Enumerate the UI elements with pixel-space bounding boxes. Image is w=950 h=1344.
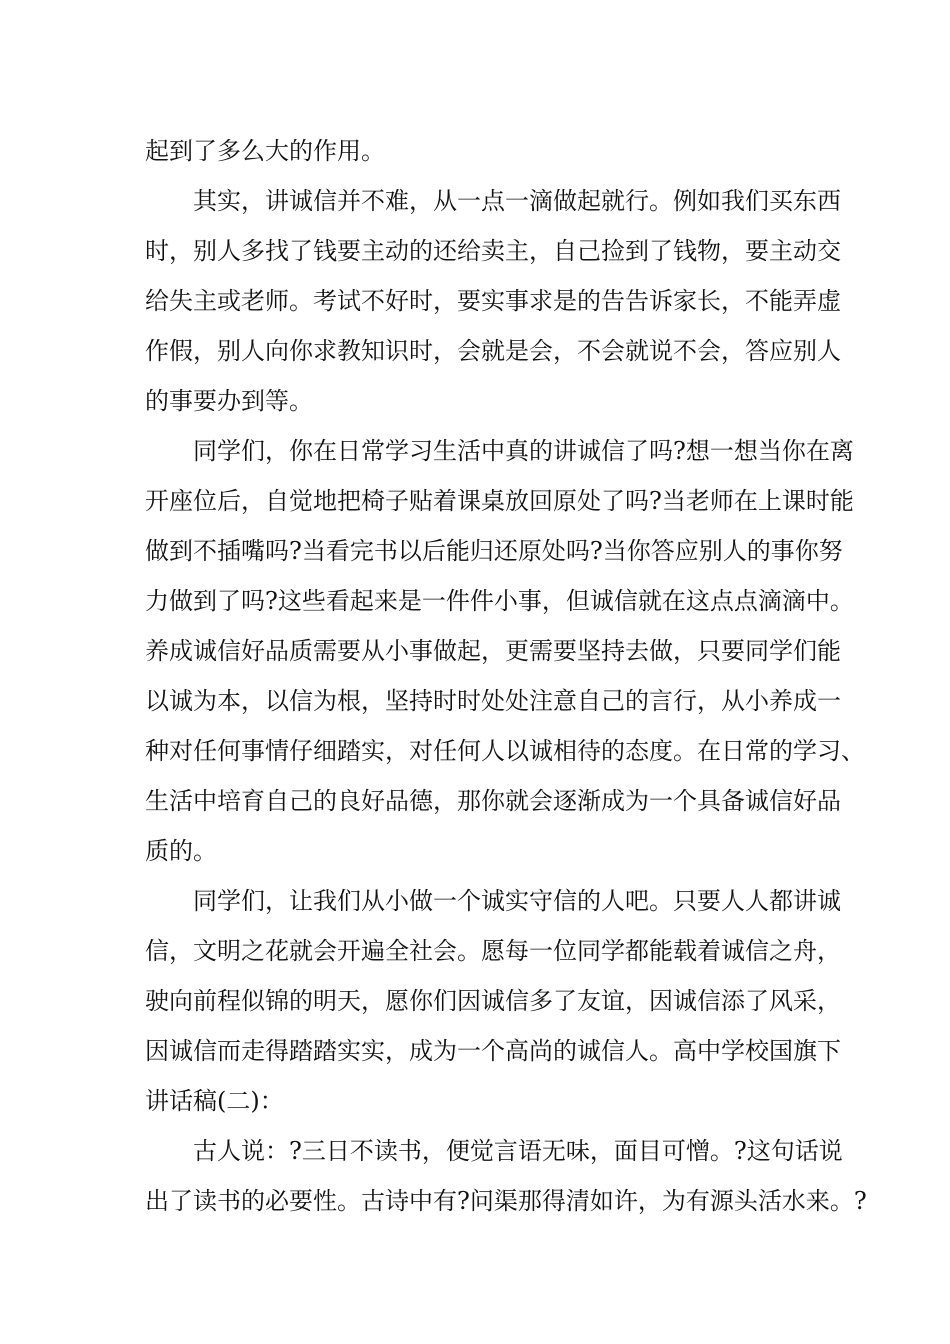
paragraph-start-line: 古人说：?三日不读书，便觉言语无味，面目可憎。?这句话说 [193,1137,843,1165]
text-line: 力做到了吗?这些看起来是一件件小事，但诚信就在这点点滴滴中。 [145,587,854,615]
text-line: 以诚为本，以信为根，坚持时时处处注意自己的言行，从小养成一 [145,687,841,715]
paragraph-start-line: 同学们，你在日常学习生活中真的讲诚信了吗?想一想当你在离 [193,437,854,465]
text-line: 驶向前程似锦的明天，愿你们因诚信多了友谊，因诚信添了风采， [145,987,841,1015]
text-line: 作假，别人向你求教知识时，会就是会，不会就说不会，答应别人 [145,337,841,365]
section-heading-line: 讲话稿(二)： [145,1087,284,1115]
text-line: 养成诚信好品质需要从小事做起，更需要坚持去做，只要同学们能 [145,637,841,665]
text-line: 做到不插嘴吗?当看完书以后能归还原处吗?当你答应别人的事你努 [145,537,843,565]
text-line: 种对任何事情仔细踏实，对任何人以诚相待的态度。在日常的学习、 [145,737,865,765]
paragraph-start-line: 同学们，让我们从小做一个诚实守信的人吧。只要人人都讲诚 [193,887,841,915]
text-line: 开座位后，自觉地把椅子贴着课桌放回原处了吗?当老师在上课时能 [145,487,854,515]
text-line: 信，文明之花就会开遍全社会。愿每一位同学都能载着诚信之舟， [145,937,841,965]
text-line: 生活中培育自己的良好品德，那你就会逐渐成为一个具备诚信好品 [145,787,841,815]
text-line: 因诚信而走得踏踏实实，成为一个高尚的诚信人。高中学校国旗下 [145,1037,841,1065]
text-line: 的事要办到等。 [145,387,313,415]
text-line: 起到了多么大的作用。 [145,137,385,165]
text-line: 时，别人多找了钱要主动的还给卖主，自己捡到了钱物，要主动交 [145,237,841,265]
text-line: 质的。 [145,837,217,865]
paragraph-start-line: 其实，讲诚信并不难，从一点一滴做起就行。例如我们买东西 [193,187,841,215]
text-line: 出了读书的必要性。古诗中有?问渠那得清如许，为有源头活水来。? [145,1187,867,1215]
text-line: 给失主或老师。考试不好时，要实事求是的告告诉家长，不能弄虚 [145,287,841,315]
